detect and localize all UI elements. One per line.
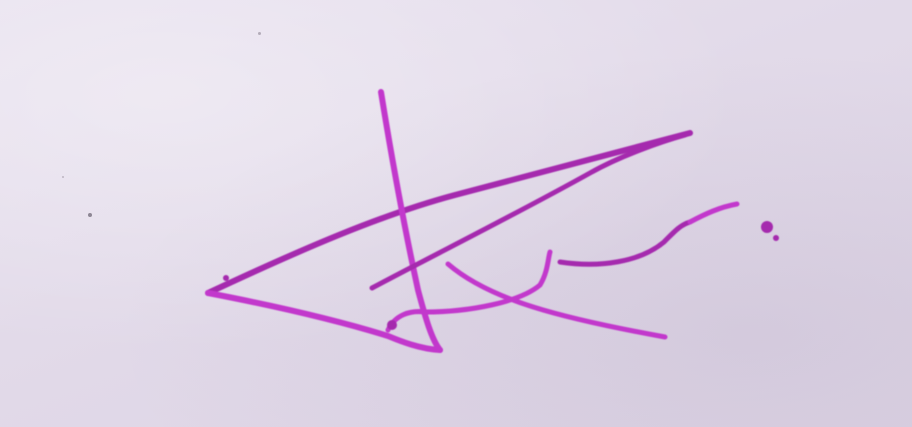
signature-stroke-lower-edge [208, 293, 440, 350]
paper-speck [88, 213, 92, 217]
signature-stroke-flick [690, 204, 737, 222]
signature-stroke-hook [560, 222, 690, 264]
signature-stroke-cross [448, 264, 665, 337]
signature-dot-tail [773, 235, 779, 241]
paper-speck [258, 32, 261, 35]
signature-blob-left [223, 275, 229, 281]
signature-dot [761, 221, 773, 233]
signature-stroke-inner-diagonal [372, 135, 685, 288]
paper-speck [62, 176, 64, 178]
signature-blob-bottom [387, 320, 397, 330]
